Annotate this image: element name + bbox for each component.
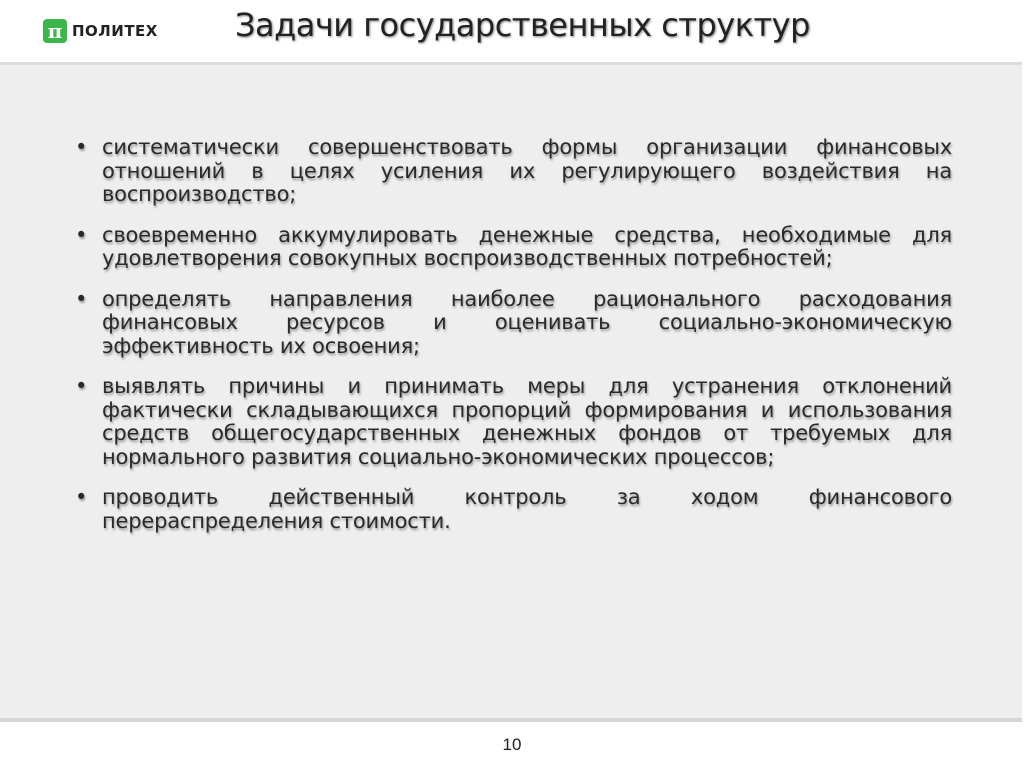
bullet-item — [75, 136, 952, 207]
slide-header — [0, 0, 1024, 62]
bullet-text: выявлять причины и принимать меры для устранения отклонений фактически складывающихся пропорций формирования и использования средств общегосударственных денежных фондов от требуемых для нормального развития социально-экономических процессов; — [102, 374, 952, 469]
logo-pi-icon: π — [43, 19, 67, 43]
bullet-text: систематически совершенствовать формы организации финансовых отношений в целях усиления их регулирующего воздействия на воспроизводство; — [102, 135, 952, 206]
bullet-icon: • — [75, 286, 88, 311]
bullet-item — [75, 224, 952, 271]
bullet-icon: • — [75, 374, 88, 398]
logo-text: ПОЛИТЕХ — [72, 22, 158, 40]
bullet-text: определять направления наиболее рационального расходования финансовых ресурсов и оценивать социально-экономическую эффективность их освоения; — [102, 286, 952, 358]
bullet-text: проводить действенный контроль за ходом финансового перераспределения стоимости. — [102, 485, 952, 533]
bullet-text: своевременно аккумулировать денежные средства, необходимые для удовлетворения совокупных воспроизводственных потребностей; — [102, 222, 952, 270]
slide-title: Задачи государственных структур — [235, 6, 810, 44]
bullet-list — [75, 136, 952, 550]
logo — [43, 19, 158, 43]
page-number: 10 — [502, 735, 522, 754]
bullet-item — [75, 486, 952, 533]
bullet-item — [75, 288, 952, 359]
bullet-item — [75, 375, 952, 469]
bullet-icon: • — [75, 222, 88, 247]
bullet-icon: • — [75, 485, 88, 509]
bullet-icon: • — [75, 135, 88, 159]
